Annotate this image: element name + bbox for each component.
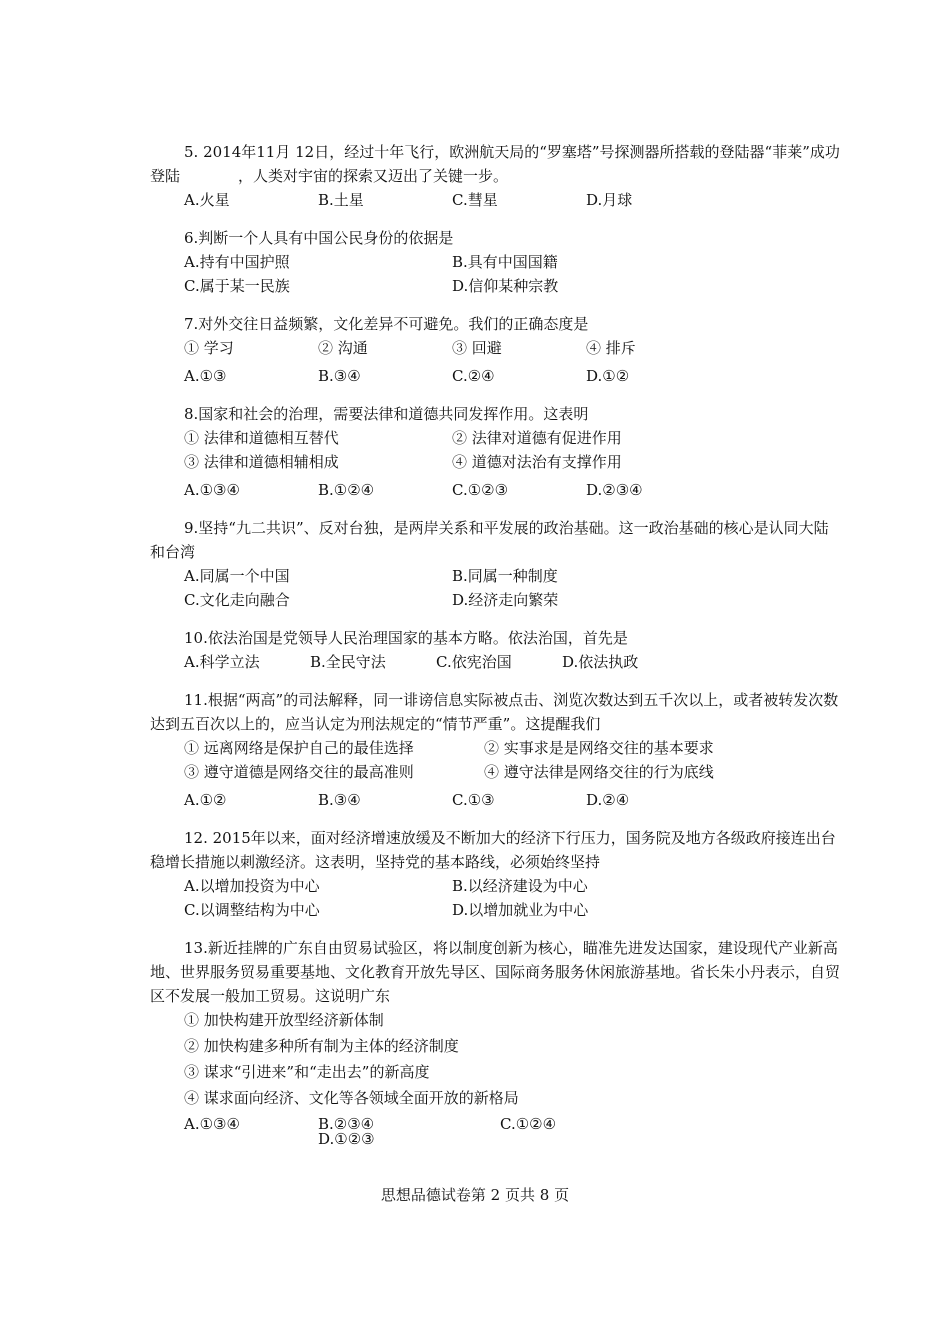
option-c: C.①③ <box>452 791 495 809</box>
statement-3: ③ 回避 <box>452 339 502 357</box>
answer-options <box>150 250 840 298</box>
option-d: D.信仰某种宗教 <box>452 277 559 295</box>
statement-4: ④ 谋求面向经济、文化等各领域全面开放的新格局 <box>184 1089 519 1107</box>
answer-options <box>150 564 840 612</box>
question-stem: 13.新近挂牌的广东自由贸易试验区，将以制度创新为核心，瞄准先进发达国家，建设现代产业新高地、世界服务贸易重要基地、文化教育开放先导区、国际商务服务休闲旅游基地。省长朱小丹表示，自贸区不发展一般加工贸易。这说明广东 <box>150 939 841 1005</box>
statement-4: ④ 遵守法律是网络交往的行为底线 <box>484 763 714 781</box>
option-c: C.文化走向融合 <box>184 591 290 609</box>
statement-1: ① 法律和道德相互替代 <box>184 429 339 447</box>
option-a: A.①③ <box>184 367 227 385</box>
answer-options <box>150 650 840 674</box>
question-9 <box>150 516 840 612</box>
answer-options <box>150 188 840 212</box>
question-stem: 9.坚持“九二共识”、反对台独，是两岸关系和平发展的政治基础。这一政治基础的核心是认同大陆和台湾 <box>150 519 829 561</box>
option-d: D.②③④ <box>586 481 643 499</box>
option-b: B.③④ <box>318 367 361 385</box>
statement-3: ③ 谋求“引进来”和“走出去”的新高度 <box>184 1063 430 1081</box>
question-stem: 10.依法治国是党领导人民治理国家的基本方略。依法治国，首先是 <box>184 629 628 647</box>
question-stem: 11.根据“两高”的司法解释，同一诽谤信息实际被点击、浏览次数达到五千次以上，或者被转发次数达到五百次以上的，应当认定为刑法规定的“情节严重”。这提醒我们 <box>150 691 839 733</box>
question-stem: 5. 2014年11月 12日，经过十年飞行，欧洲航天局的“罗塞塔”号探测器所搭载的登陆器“菲莱”成功登陆 ，人类对宇宙的探索又迈出了关键一步。 <box>150 143 840 185</box>
exam-page <box>150 140 840 1162</box>
statement-list <box>150 426 840 474</box>
page-footer: 思想品德试卷第 2 页共 8 页 <box>380 1186 570 1204</box>
option-b: B.同属一种制度 <box>452 567 558 585</box>
option-a: A.持有中国护照 <box>184 253 290 271</box>
statement-1: ① 加快构建开放型经济新体制 <box>184 1011 384 1029</box>
option-a: A.①③④ <box>184 481 240 499</box>
option-c: C.①②③ <box>452 481 509 499</box>
option-a: A.①② <box>184 791 227 809</box>
option-c: C.①②④ <box>500 1115 557 1133</box>
statement-4: ④ 排斥 <box>586 339 636 357</box>
option-d: D.月球 <box>586 191 633 209</box>
statement-1: ① 远离网络是保护自己的最佳选择 <box>184 739 414 757</box>
answer-options <box>150 364 840 388</box>
answer-options <box>150 788 840 812</box>
statement-2: ② 加快构建多种所有制为主体的经济制度 <box>184 1037 459 1055</box>
option-d: D.经济走向繁荣 <box>452 591 559 609</box>
question-stem: 8.国家和社会的治理，需要法律和道德共同发挥作用。这表明 <box>184 405 589 423</box>
option-b: B.具有中国国籍 <box>452 253 558 271</box>
option-c: C.彗星 <box>452 191 498 209</box>
option-b: B.①②④ <box>318 481 375 499</box>
statement-list <box>150 1008 840 1112</box>
question-7 <box>150 312 840 388</box>
option-a: A.火星 <box>184 191 230 209</box>
question-6 <box>150 226 840 298</box>
statement-3: ③ 法律和道德相辅相成 <box>184 453 339 471</box>
question-stem: 12. 2015年以来，面对经济增速放缓及不断加大的经济下行压力，国务院及地方各级政府接连出台稳增长措施以刺激经济。这表明，坚持党的基本路线，必须始终坚持 <box>150 829 836 871</box>
question-stem: 6.判断一个人具有中国公民身份的依据是 <box>184 229 454 247</box>
option-b: B.以经济建设为中心 <box>452 877 588 895</box>
option-d: D.①②③ <box>318 1130 375 1148</box>
option-d: D.依法执政 <box>562 653 639 671</box>
statement-4: ④ 道德对法治有支撑作用 <box>452 453 622 471</box>
answer-options <box>150 874 840 922</box>
answer-options <box>150 1112 840 1148</box>
question-11 <box>150 688 840 812</box>
statement-3: ③ 遵守道德是网络交往的最高准则 <box>184 763 414 781</box>
statement-2: ② 实事求是是网络交往的基本要求 <box>484 739 714 757</box>
statement-1: ① 学习 <box>184 339 234 357</box>
option-b: B.全民守法 <box>310 653 386 671</box>
option-b: B.土星 <box>318 191 364 209</box>
option-d: D.以增加就业为中心 <box>452 901 589 919</box>
option-c: C.属于某一民族 <box>184 277 290 295</box>
option-a: A.①③④ <box>184 1115 240 1133</box>
question-12 <box>150 826 840 922</box>
statement-2: ② 法律对道德有促进作用 <box>452 429 622 447</box>
question-8 <box>150 402 840 502</box>
question-13 <box>150 936 840 1148</box>
question-5 <box>150 140 840 212</box>
statement-2: ② 沟通 <box>318 339 368 357</box>
option-d: D.②④ <box>586 791 630 809</box>
option-a: A.科学立法 <box>184 653 260 671</box>
question-stem: 7.对外交往日益频繁，文化差异不可避免。我们的正确态度是 <box>184 315 589 333</box>
option-a: A.以增加投资为中心 <box>184 877 320 895</box>
option-d: D.①② <box>586 367 630 385</box>
option-c: C.②④ <box>452 367 495 385</box>
question-10 <box>150 626 840 674</box>
answer-options <box>150 478 840 502</box>
option-a: A.同属一个中国 <box>184 567 290 585</box>
option-b: B.②③④ <box>318 1115 375 1133</box>
option-c: C.依宪治国 <box>436 653 512 671</box>
option-c: C.以调整结构为中心 <box>184 901 320 919</box>
statement-list <box>150 336 840 360</box>
statement-list <box>150 736 840 784</box>
option-b: B.③④ <box>318 791 361 809</box>
